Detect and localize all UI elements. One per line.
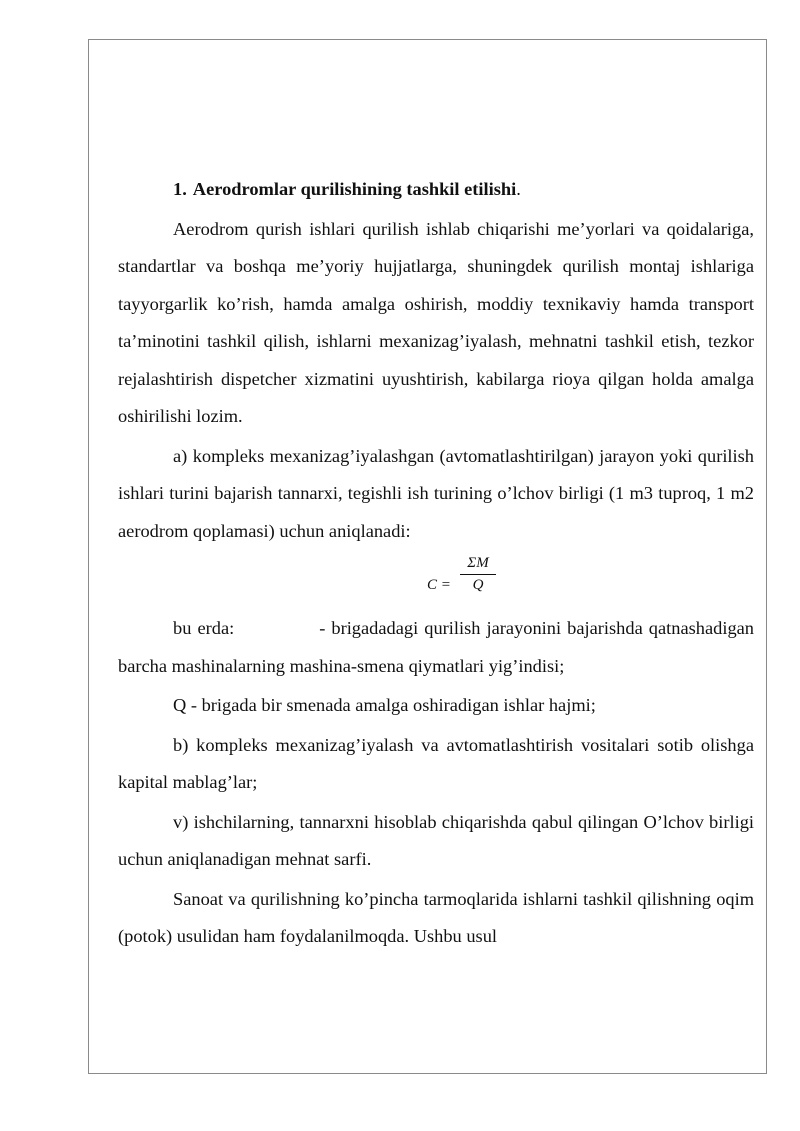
section-title-period: . (516, 179, 521, 199)
q-definition-paragraph: Q - brigada bir smenada amalga oshiradigan ishlar hajmi; (173, 695, 596, 715)
section-title: Aerodromlar qurilishining tashkil etilishi (192, 179, 517, 199)
item-a-paragraph: a) kompleks mexanizag’iyalashgan (avtomatlashtirilgan) jarayon yoki qurilish ishlari turini bajarish tannarxi, tegishli ish turining o’lchov birligi (1 m3 tuproq, 1 m2 aerodrom qoplamasi) uchun aniqlanadi: (118, 445, 754, 541)
formula-numerator: ΣM (467, 555, 489, 571)
section-number: 1. (173, 179, 187, 199)
item-b-paragraph: b) kompleks mexanizag’iyalash va avtomatlashtirish vositalari sotib olishga kapital mablag’lar; (118, 734, 754, 792)
cost-formula (118, 550, 754, 610)
section-heading (118, 171, 754, 209)
item-v-paragraph: v) ishchilarning, tannarxni hisoblab chiqarishda qabul qilingan O’lchov birligi uchun aniqlanadigan mehnat sarfi. (118, 811, 754, 869)
closing-paragraph: Sanoat va qurilishning ko’pincha tarmoqlarida ishlarni tashkil qilishning oqim (potok) usulidan ham foydalanilmoqda. Ushbu usul (118, 888, 754, 946)
formula-denominator: Q (472, 577, 484, 593)
formula-lhs: C = (427, 577, 451, 593)
document-body (118, 171, 759, 956)
fraction-bar (460, 574, 496, 575)
formula-fraction (460, 554, 496, 595)
where-paragraph: bu erda: - brigadadagi qurilish jarayonini bajarishda qatnashadigan barcha mashinalarning mashina-smena qiymatlari yig’indisi; (118, 618, 759, 676)
intro-paragraph: Aerodrom qurish ishlari qurilish ishlab chiqarishi me’yorlari va qoidalariga, standartlar va boshqa me’yoriy hujjatlarga, shuningdek qurilish montaj ishlariga tayyorgarlik ko’rish, hamda amalga oshirish, moddiy texnikaviy hamda transport ta’minotini tashkil qilish, ishlarni mexanizag’iyalash, mehnatni tashkil etish, tezkor rejalashtirish dispetcher xizmatini uyushtirish, kabilarga rioya qilgan holda amalga oshirilishi lozim. (118, 218, 754, 426)
